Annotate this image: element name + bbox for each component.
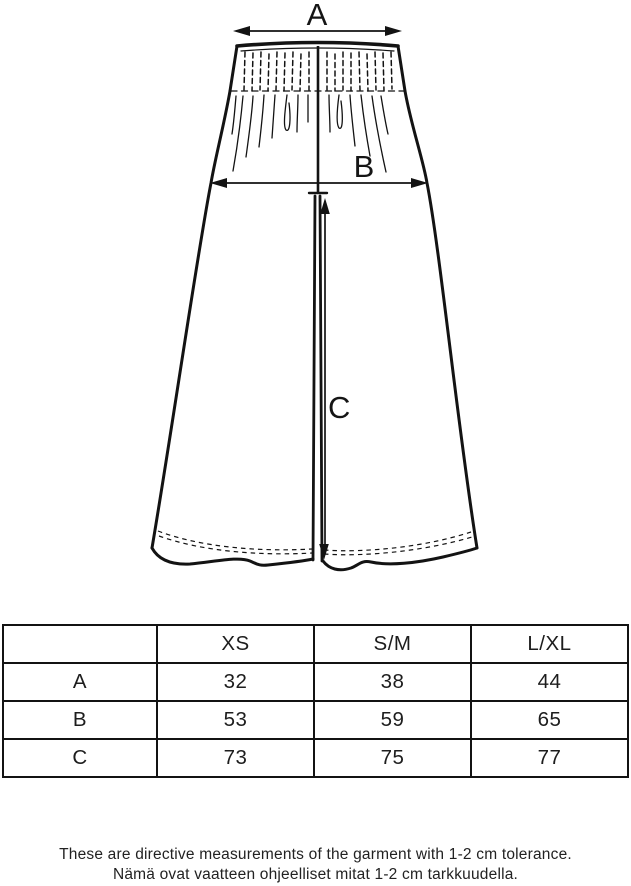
table-row-a	[3, 663, 628, 701]
arrowhead-right-icon	[385, 26, 402, 36]
header-size-sm: S/M	[314, 625, 471, 663]
header-size-xs: XS	[157, 625, 314, 663]
table-row-c	[3, 739, 628, 777]
header-size-lxl: L/XL	[471, 625, 628, 663]
size-table-header-row	[3, 625, 628, 663]
value-c-sm: 75	[314, 739, 471, 777]
value-a-lxl: 44	[471, 663, 628, 701]
label-b: B	[353, 149, 375, 184]
pants-outline	[152, 91, 477, 570]
arrowhead-up-icon	[320, 198, 330, 214]
measurement-note	[0, 845, 631, 884]
measurement-note-fi: Nämä ovat vaatteen ohjeelliset mitat 1-2 cm tarkkuudella.	[112, 865, 519, 883]
label-a: A	[306, 0, 328, 32]
value-c-xs: 73	[157, 739, 314, 777]
value-c-lxl: 77	[471, 739, 628, 777]
measurement-note-en: These are directive measurements of the garment with 1-2 cm tolerance.	[59, 846, 572, 863]
size-table	[2, 624, 629, 778]
header-empty-cell	[3, 625, 157, 663]
measurement-arrow-c	[319, 198, 350, 560]
table-row-b	[3, 701, 628, 739]
arrowhead-left-icon	[233, 26, 250, 36]
measurement-arrow-a	[233, 0, 402, 36]
row-label-c: C	[3, 739, 157, 777]
hem-stitch-lines	[158, 531, 472, 555]
value-b-xs: 53	[157, 701, 314, 739]
row-label-a: A	[3, 663, 157, 701]
value-b-lxl: 65	[471, 701, 628, 739]
value-b-sm: 59	[314, 701, 471, 739]
value-a-xs: 32	[157, 663, 314, 701]
row-label-b: B	[3, 701, 157, 739]
label-c: C	[328, 390, 351, 425]
value-a-sm: 38	[314, 663, 471, 701]
